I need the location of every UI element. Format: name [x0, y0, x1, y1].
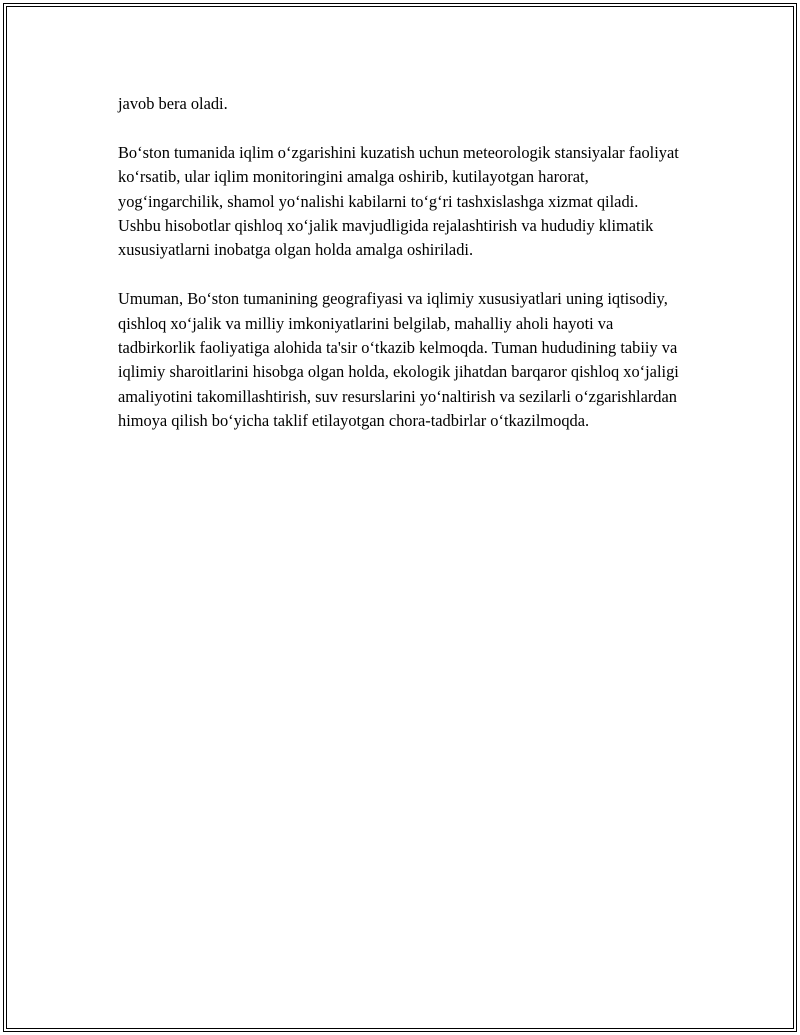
document-body: [118, 92, 684, 458]
paragraph-meteorological-stations: Bo‘ston tumanida iqlim o‘zgarishini kuzatish uchun meteorologik stansiyalar faoliyat ko‘rsatib, ular iqlim monitoringini amalga oshirib, kutilayotgan harorat, yog‘ingarchilik, shamol yo‘nalishi kabilarni to‘g‘ri tashxislashga xizmat qiladi. Ushbu hisobotlar qishloq xo‘jalik mavjudligida rejalashtirish va hududiy klimatik xususiyatlarni inobatga olgan holda amalga oshiriladi.: [118, 142, 679, 260]
paragraph-continuation: javob bera oladi.: [118, 94, 228, 113]
paragraph-conclusion: Umuman, Bo‘ston tumanining geografiyasi va iqlimiy xususiyatlari uning iqtisodiy, qishloq xo‘jalik va milliy imkoniyatlarini belgilab, mahalliy aholi hayoti va tadbirkorlik faoliyatiga alohida ta'sir o‘tkazib kelmoqda. Tuman hududining tabiiy va iqlimiy sharoitlarini hisobga olgan holda, ekologik jihatdan barqaror qishloq xo‘jaligi amaliyotini takomillashtirish, suv resurslarini yo‘naltirish va sezilarli o‘zgarishlardan himoya qilish bo‘yicha taklif etilayotgan chora-tadbirlar o‘tkazilmoqda.: [118, 289, 679, 431]
